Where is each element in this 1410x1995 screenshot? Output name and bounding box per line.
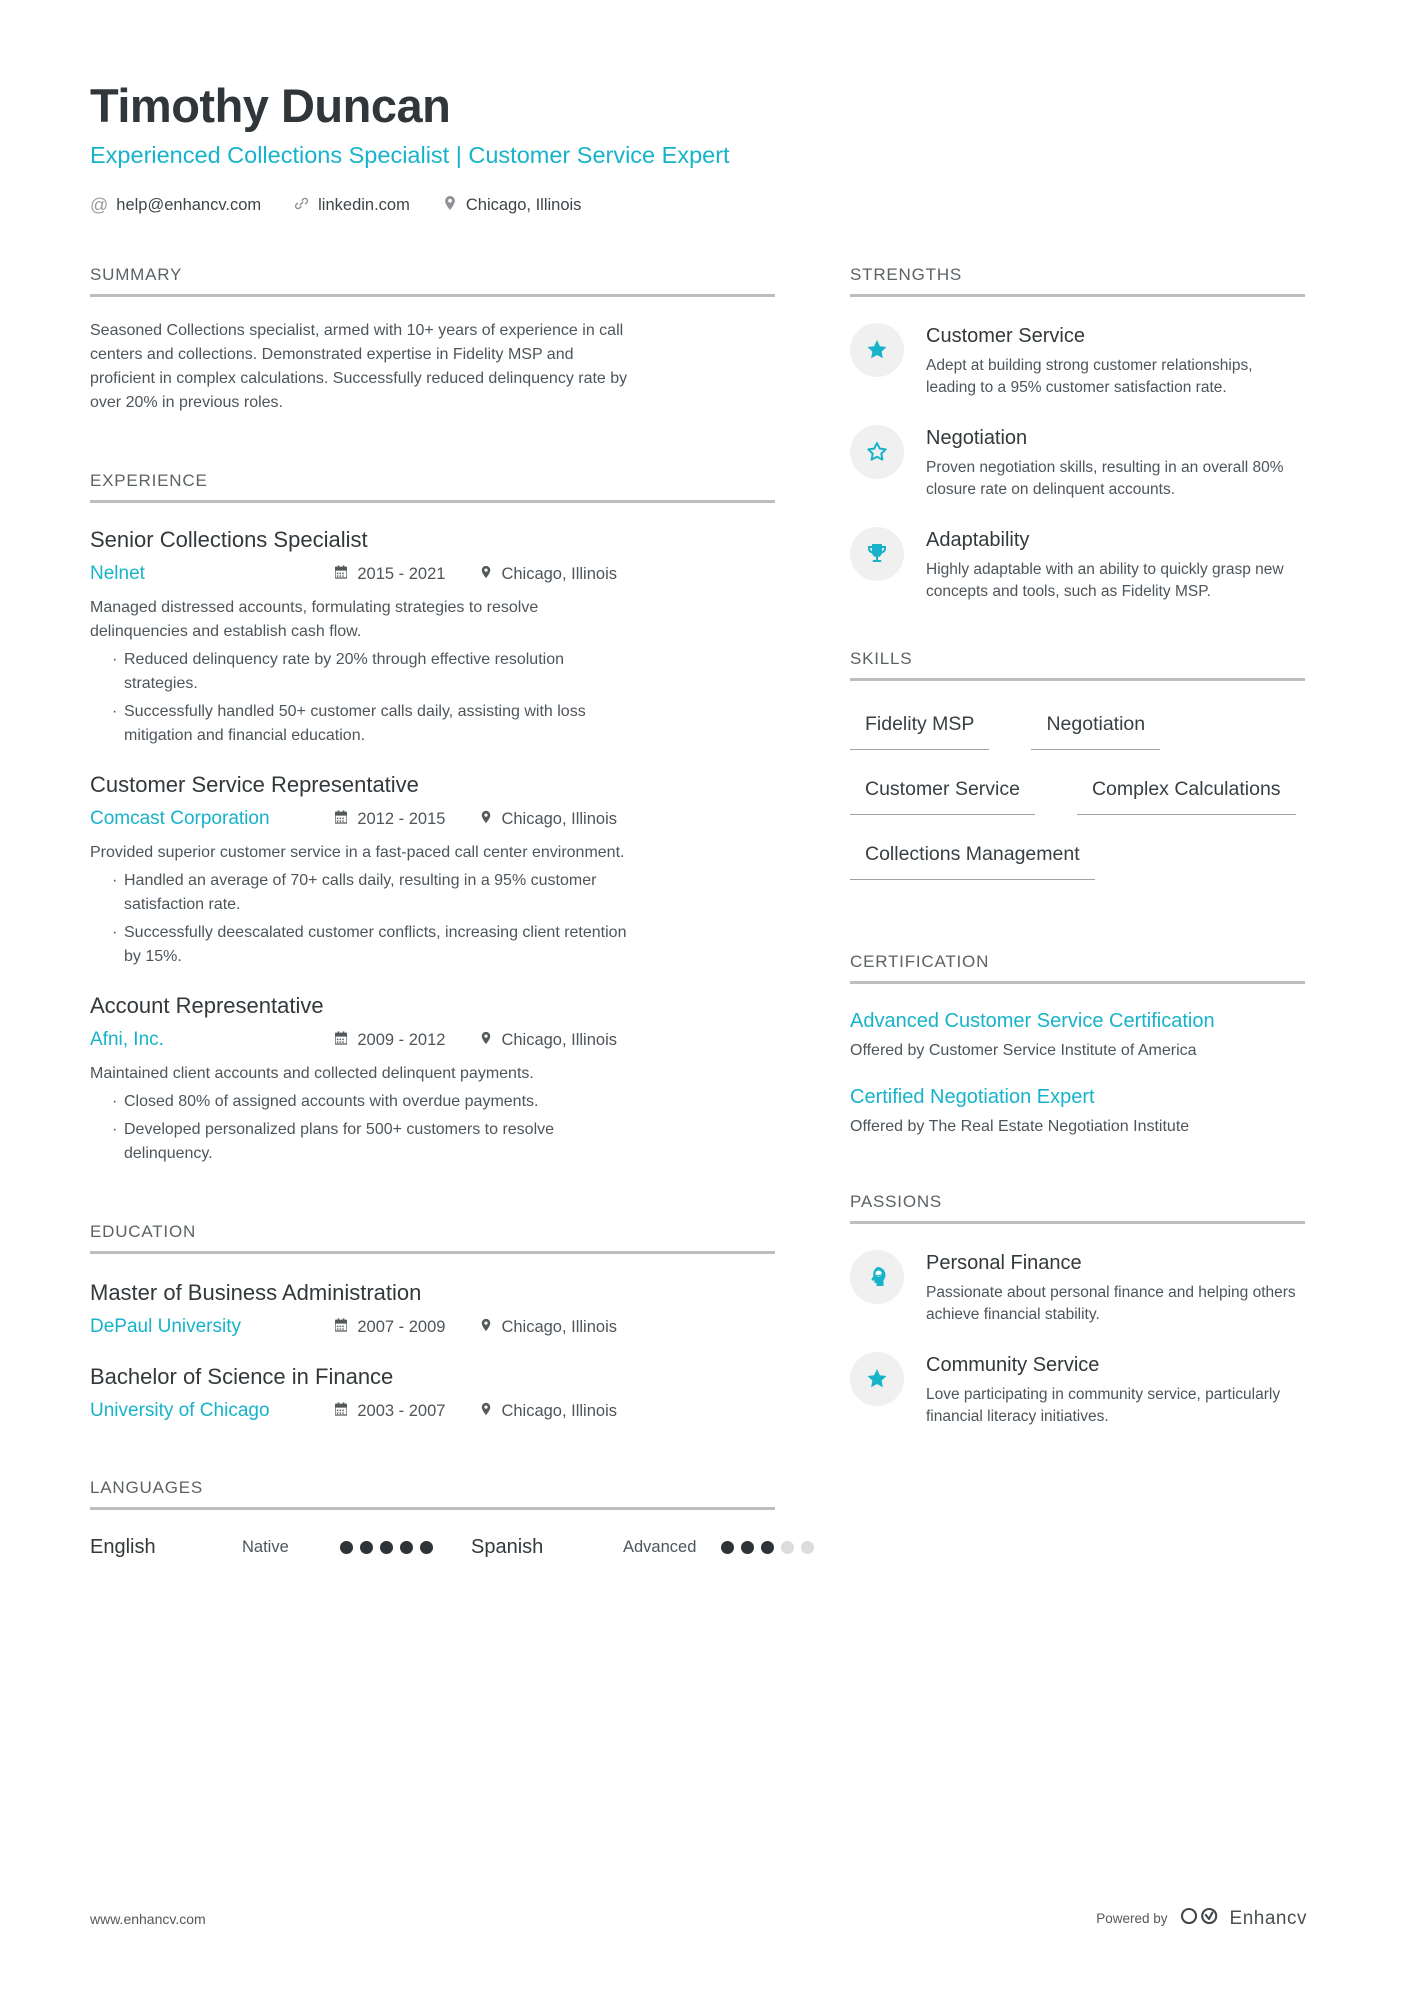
language-level-dot xyxy=(761,1541,774,1554)
contact-row xyxy=(90,194,1305,217)
skill-tag: Collections Management xyxy=(850,843,1095,880)
passion-text: Love participating in community service, particularly financial literacy initiatives. xyxy=(926,1386,1281,1425)
language-level-dot xyxy=(340,1541,353,1554)
contact-location xyxy=(442,194,582,217)
strength-item xyxy=(850,323,1305,399)
language-level-dot xyxy=(721,1541,734,1554)
certification-issuer: Offered by The Real Estate Negotiation Institute xyxy=(850,1118,1190,1135)
company-name: Nelnet xyxy=(90,563,145,584)
powered-by-label: Powered by xyxy=(1096,1911,1168,1926)
person-headline: Experienced Collections Specialist | Customer Service Expert xyxy=(90,142,730,168)
job-bullets xyxy=(90,648,775,748)
languages-section xyxy=(90,1478,775,1559)
page-footer xyxy=(90,1904,1307,1933)
education-entry xyxy=(90,1364,775,1422)
job-location: Chicago, Illinois xyxy=(479,1030,617,1051)
brand-wordmark: Enhancv xyxy=(1229,1907,1307,1929)
summary-text: Seasoned Collections specialist, armed with 10+ years of experience in call centers and collections. Demonstrated expertise in Fidelity MSP and proficient in complex calculations. Successfully reduced delinquency rate by over 20% in previous roles. xyxy=(90,322,628,411)
job-bullets xyxy=(90,869,775,969)
strength-title: Adaptability xyxy=(926,529,1030,551)
education-section xyxy=(90,1222,775,1422)
skill-tag: Customer Service xyxy=(850,778,1035,815)
skills-section xyxy=(850,649,1305,880)
contact-email[interactable] xyxy=(90,195,261,216)
experience-entry xyxy=(90,772,775,969)
certification-heading: CERTIFICATION xyxy=(850,952,1305,984)
job-title: Senior Collections Specialist xyxy=(90,527,368,552)
location-pin-icon xyxy=(479,564,493,585)
passion-item xyxy=(850,1250,1305,1326)
language-name: Spanish xyxy=(471,1536,544,1558)
location-pin-icon xyxy=(479,1317,493,1338)
certification-item xyxy=(850,1086,1305,1136)
job-dates: 2012 - 2015 xyxy=(333,809,445,830)
location-pin-icon xyxy=(479,1401,493,1422)
strength-text: Highly adaptable with an ability to quickly grasp new concepts and tools, such as Fidelity MSP. xyxy=(926,561,1284,600)
job-bullet: · Handled an average of 70+ calls daily, resulting in a 95% customer satisfaction rate. xyxy=(90,869,642,917)
language-item xyxy=(90,1536,433,1559)
strength-title: Customer Service xyxy=(926,325,1085,347)
certification-issuer: Offered by Customer Service Institute of America xyxy=(850,1042,1197,1059)
strength-item xyxy=(850,527,1305,603)
certification-title: Certified Negotiation Expert xyxy=(850,1086,1095,1108)
languages-heading: LANGUAGES xyxy=(90,1478,775,1510)
job-dates: 2009 - 2012 xyxy=(333,1030,445,1051)
person-name: Timothy Duncan xyxy=(90,79,451,132)
experience-heading: EXPERIENCE xyxy=(90,471,775,503)
location-pin-icon xyxy=(479,1030,493,1051)
education-dates: 2007 - 2009 xyxy=(333,1317,445,1338)
language-level-dot xyxy=(801,1541,814,1554)
job-description: Provided superior customer service in a fast-paced call center environment. xyxy=(90,844,625,861)
job-location: Chicago, Illinois xyxy=(479,564,617,585)
strength-item xyxy=(850,425,1305,501)
job-bullet: · Reduced delinquency rate by 20% through effective resolution strategies. xyxy=(90,648,642,696)
certification-section xyxy=(850,952,1305,1136)
language-level-dots xyxy=(721,1541,814,1554)
enhancv-logo-icon xyxy=(1179,1904,1219,1933)
job-bullet: · Closed 80% of assigned accounts with overdue payments. xyxy=(90,1090,642,1114)
language-level-dot xyxy=(781,1541,794,1554)
language-name: English xyxy=(90,1536,156,1558)
at-icon: @ xyxy=(90,195,109,215)
experience-section xyxy=(90,471,775,1166)
location-text: Chicago, Illinois xyxy=(465,196,582,214)
language-item xyxy=(471,1536,814,1559)
skills-heading: SKILLS xyxy=(850,649,1305,681)
job-bullet: · Successfully handled 50+ customer calls daily, assisting with loss mitigation and financial education. xyxy=(90,700,642,748)
passion-title: Personal Finance xyxy=(926,1252,1082,1274)
skill-tag: Negotiation xyxy=(1031,713,1160,750)
location-pin-icon xyxy=(479,809,493,830)
passion-item xyxy=(850,1352,1305,1428)
strengths-heading: STRENGTHS xyxy=(850,265,1305,297)
experience-entry xyxy=(90,527,775,748)
passion-title: Community Service xyxy=(926,1354,1100,1376)
job-dates: 2015 - 2021 xyxy=(333,564,445,585)
link-icon xyxy=(293,195,310,217)
job-location: Chicago, Illinois xyxy=(479,809,617,830)
language-level: Advanced xyxy=(623,1538,697,1556)
degree-title: Bachelor of Science in Finance xyxy=(90,1364,394,1389)
language-level-dot xyxy=(420,1541,433,1554)
company-name: Afni, Inc. xyxy=(90,1029,164,1050)
powered-by[interactable] xyxy=(1096,1904,1307,1933)
experience-entry xyxy=(90,993,775,1166)
job-description: Managed distressed accounts, formulating strategies to resolve delinquencies and establish cash flow. xyxy=(90,599,539,640)
calendar-icon xyxy=(333,1317,349,1338)
job-bullet: · Successfully deescalated customer conflicts, increasing client retention by 15%. xyxy=(90,921,642,969)
education-location: Chicago, Illinois xyxy=(479,1317,617,1338)
strength-text: Proven negotiation skills, resulting in an overall 80% closure rate on delinquent accounts. xyxy=(926,459,1284,498)
job-bullet: · Developed personalized plans for 500+ customers to resolve delinquency. xyxy=(90,1118,642,1166)
degree-title: Master of Business Administration xyxy=(90,1280,422,1305)
strength-title: Negotiation xyxy=(926,427,1028,449)
job-description: Maintained client accounts and collected delinquent payments. xyxy=(90,1065,534,1082)
job-bullets xyxy=(90,1090,775,1166)
passions-section xyxy=(850,1192,1305,1428)
company-name: Comcast Corporation xyxy=(90,808,270,829)
language-level-dot xyxy=(400,1541,413,1554)
calendar-icon xyxy=(333,564,349,585)
certification-item xyxy=(850,1010,1305,1060)
trophy-icon xyxy=(850,527,904,581)
language-level-dots xyxy=(340,1541,433,1554)
star-filled-icon xyxy=(850,1352,904,1406)
certification-title: Advanced Customer Service Certification xyxy=(850,1010,1215,1032)
skill-tag: Complex Calculations xyxy=(1077,778,1296,815)
language-level: Native xyxy=(242,1538,289,1556)
skills-list xyxy=(850,685,1305,880)
link-text[interactable]: linkedin.com xyxy=(318,196,410,214)
passion-text: Passionate about personal finance and helping others achieve financial stability. xyxy=(926,1284,1296,1323)
language-level-dot xyxy=(741,1541,754,1554)
footer-url[interactable]: www.enhancv.com xyxy=(90,1910,206,1927)
resume-header xyxy=(90,78,1305,217)
head-profile-icon xyxy=(850,1250,904,1304)
strength-text: Adept at building strong customer relationships, leading to a 95% customer satisfaction rate. xyxy=(926,357,1253,396)
star-outline-icon xyxy=(850,425,904,479)
skill-tag: Fidelity MSP xyxy=(850,713,989,750)
passions-heading: PASSIONS xyxy=(850,1192,1305,1224)
calendar-icon xyxy=(333,1030,349,1051)
contact-link[interactable] xyxy=(293,195,410,217)
education-dates: 2003 - 2007 xyxy=(333,1401,445,1422)
calendar-icon xyxy=(333,809,349,830)
calendar-icon xyxy=(333,1401,349,1422)
school-name: DePaul University xyxy=(90,1316,241,1337)
summary-section xyxy=(90,265,775,415)
education-heading: EDUCATION xyxy=(90,1222,775,1254)
school-name: University of Chicago xyxy=(90,1400,270,1421)
education-entry xyxy=(90,1280,775,1338)
job-title: Account Representative xyxy=(90,993,324,1018)
summary-heading: SUMMARY xyxy=(90,265,775,297)
email-text[interactable]: help@enhancv.com xyxy=(116,196,262,214)
job-title: Customer Service Representative xyxy=(90,772,419,797)
strengths-section xyxy=(850,265,1305,603)
language-level-dot xyxy=(360,1541,373,1554)
language-level-dot xyxy=(380,1541,393,1554)
location-pin-icon xyxy=(442,194,458,217)
star-filled-icon xyxy=(850,323,904,377)
education-location: Chicago, Illinois xyxy=(479,1401,617,1422)
